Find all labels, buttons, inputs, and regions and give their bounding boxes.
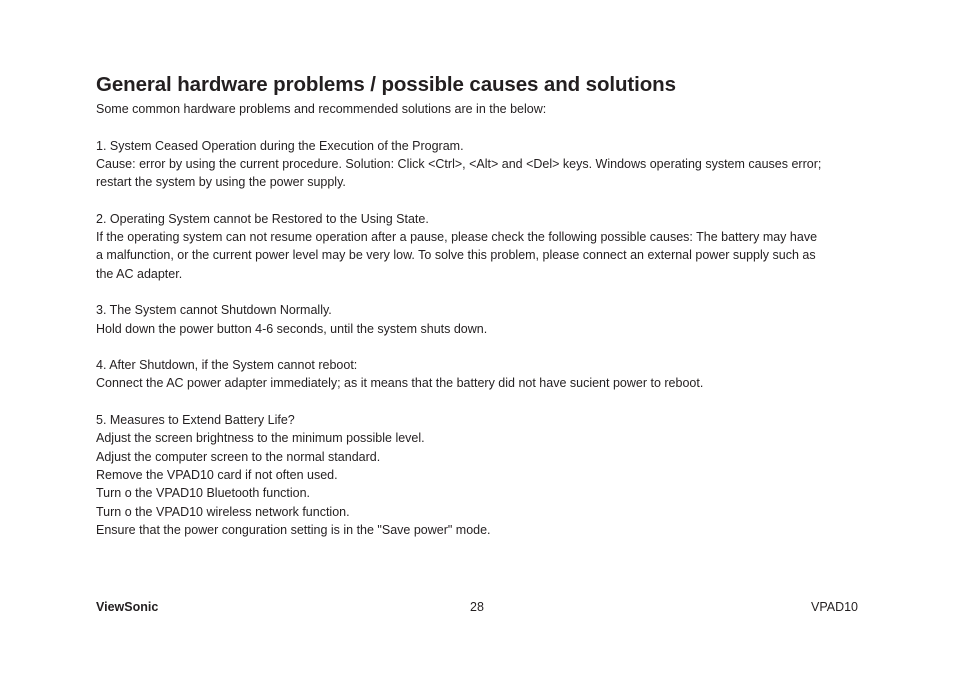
document-body — [96, 72, 858, 539]
section-heading: 2. Operating System cannot be Restored to the Using State. — [96, 211, 429, 226]
section-line: the AC adapter. — [96, 266, 183, 281]
section-line: Cause: error by using the current procedure. Solution: Click <Ctrl>, <Alt> and <Del> keys. Windows operating system causes error; — [96, 156, 822, 171]
section-spacer — [96, 338, 858, 356]
section-heading: 3. The System cannot Shutdown Normally. — [96, 303, 332, 318]
section-3 — [96, 301, 858, 338]
section-line: Turn o the VPAD10 Bluetooth function. — [96, 486, 311, 501]
section-line: restart the system by using the power supply. — [96, 175, 346, 190]
section-spacer — [96, 118, 858, 136]
section-4 — [96, 356, 858, 393]
intro-text: Some common hardware problems and recommended solutions are in the below: — [96, 102, 547, 116]
section-spacer — [96, 191, 858, 209]
section-5 — [96, 411, 858, 539]
footer-model: VPAD10 — [810, 600, 858, 614]
section-spacer — [96, 283, 858, 301]
section-line: a malfunction, or the current power level may be very low. To solve this problem, please connect an external power supply such as — [96, 248, 816, 263]
section-heading: 5. Measures to Extend Battery Life? — [96, 413, 295, 428]
page-title: General hardware problems / possible causes and solutions — [96, 73, 676, 96]
section-line: If the operating system can not resume operation after a pause, please check the following possible causes: The battery may have — [96, 230, 818, 245]
page-number: 28 — [470, 600, 484, 614]
page-footer — [96, 600, 858, 618]
footer-brand: ViewSonic — [96, 600, 159, 614]
section-1 — [96, 137, 858, 192]
section-line: Adjust the screen brightness to the minimum possible level. — [96, 431, 425, 446]
section-heading: 4. After Shutdown, if the System cannot reboot: — [96, 358, 358, 373]
section-line: Adjust the computer screen to the normal standard. — [96, 449, 381, 464]
section-heading: 1. System Ceased Operation during the Execution of the Program. — [96, 138, 464, 153]
section-line: Remove the VPAD10 card if not often used. — [96, 467, 338, 482]
section-line: Ensure that the power conguration setting is in the "Save power" mode. — [96, 522, 491, 537]
section-line: Connect the AC power adapter immediately; as it means that the battery did not have sucient power to reboot. — [96, 376, 704, 391]
section-2 — [96, 210, 858, 283]
section-line: Hold down the power button 4-6 seconds, until the system shuts down. — [96, 321, 488, 336]
section-line: Turn o the VPAD10 wireless network function. — [96, 504, 350, 519]
section-spacer — [96, 393, 858, 411]
